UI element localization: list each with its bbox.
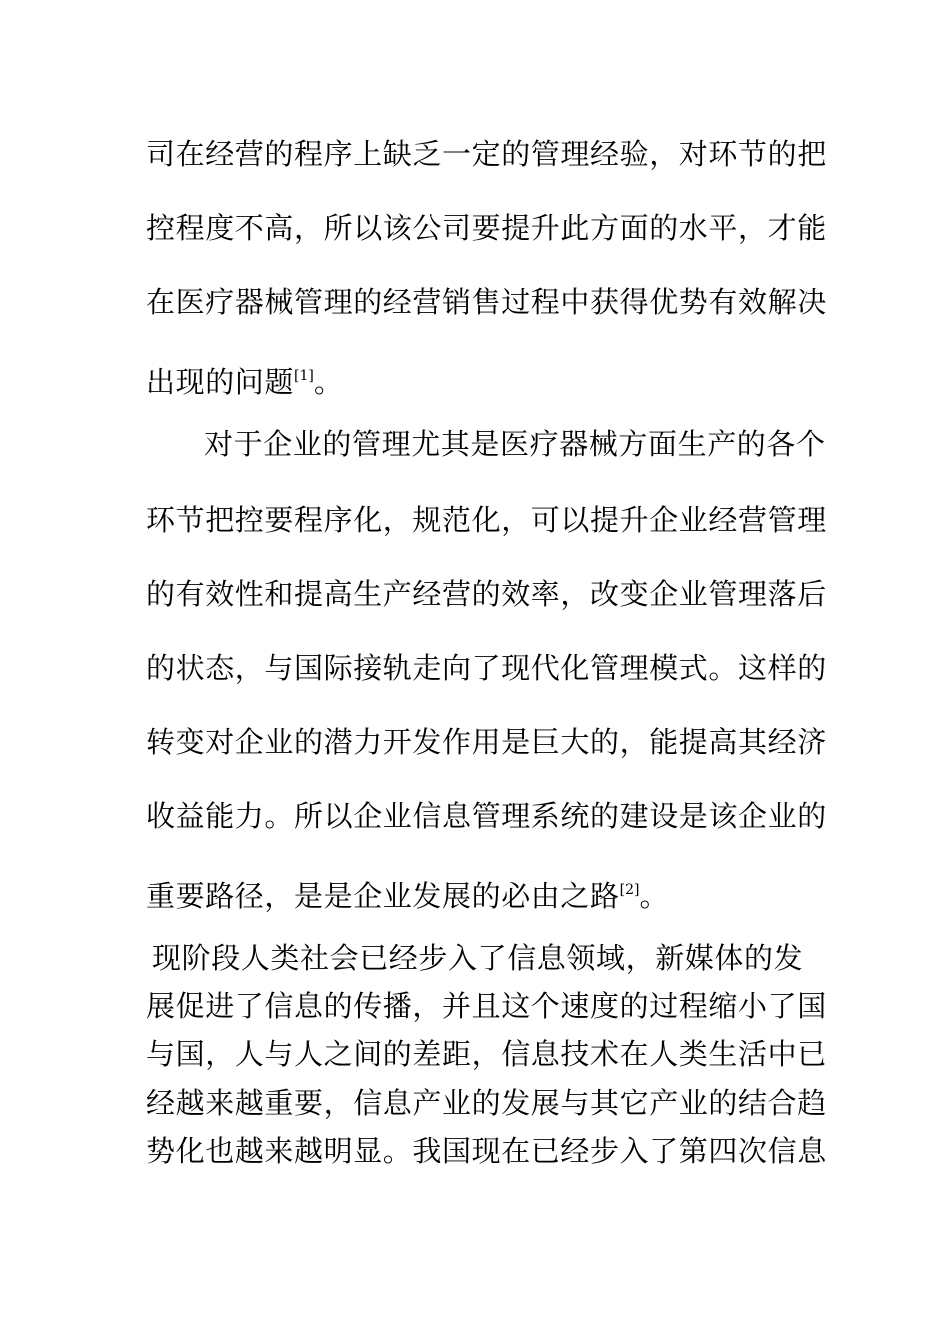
- paragraph-2-end: 。: [639, 879, 670, 913]
- paragraph-2-line-3: 的有效性和提高生产经营的效率，改变企业管理落后: [146, 577, 827, 611]
- paragraph-3-line-4: 经越来越重要，信息产业的发展与其它产业的结合趋: [146, 1086, 827, 1120]
- paragraph-3-line-3: 与国，人与人之间的差距，信息技术在人类生活中已: [146, 1037, 827, 1071]
- reference-1: [1]: [294, 368, 314, 384]
- reference-2: [2]: [619, 882, 640, 898]
- paragraph-2-line-1: 对于企业的管理尤其是医疗器械方面生产的各个: [204, 427, 826, 461]
- paragraph-2-line-7: [146, 870, 826, 913]
- paragraph-1-end: 。: [313, 365, 344, 399]
- paragraph-1-line-4: [146, 356, 826, 399]
- paragraph-2-line-4: 的状态，与国际接轨走向了现代化管理模式。这样的: [146, 651, 827, 685]
- paragraph-3-line-2: 展促进了信息的传播，并且这个速度的过程缩小了国: [146, 989, 827, 1023]
- paragraph-3-line-1: 现阶段人类社会已经步入了信息领域，新媒体的发: [152, 941, 804, 975]
- paragraph-1-line-3: 在医疗器械管理的经营销售过程中获得优势有效解决: [146, 285, 827, 319]
- paragraph-2-last-text: 重要路径，是是企业发展的必由之路: [146, 879, 620, 913]
- paragraph-2-line-2: 环节把控要程序化，规范化，可以提升企业经营管理: [146, 503, 827, 537]
- paragraph-2-line-5: 转变对企业的潜力开发作用是巨大的，能提高其经济: [146, 725, 827, 759]
- paragraph-3-line-5: 势化也越来越明显。我国现在已经步入了第四次信息: [146, 1134, 827, 1168]
- paragraph-1-last-text: 出现的问题: [146, 365, 295, 399]
- paragraph-2-line-6: 收益能力。所以企业信息管理系统的建设是该企业的: [146, 799, 827, 833]
- paragraph-1-line-1: 司在经营的程序上缺乏一定的管理经验，对环节的把: [146, 137, 827, 171]
- paragraph-1-line-2: 控程度不高，所以该公司要提升此方面的水平，才能: [146, 211, 827, 245]
